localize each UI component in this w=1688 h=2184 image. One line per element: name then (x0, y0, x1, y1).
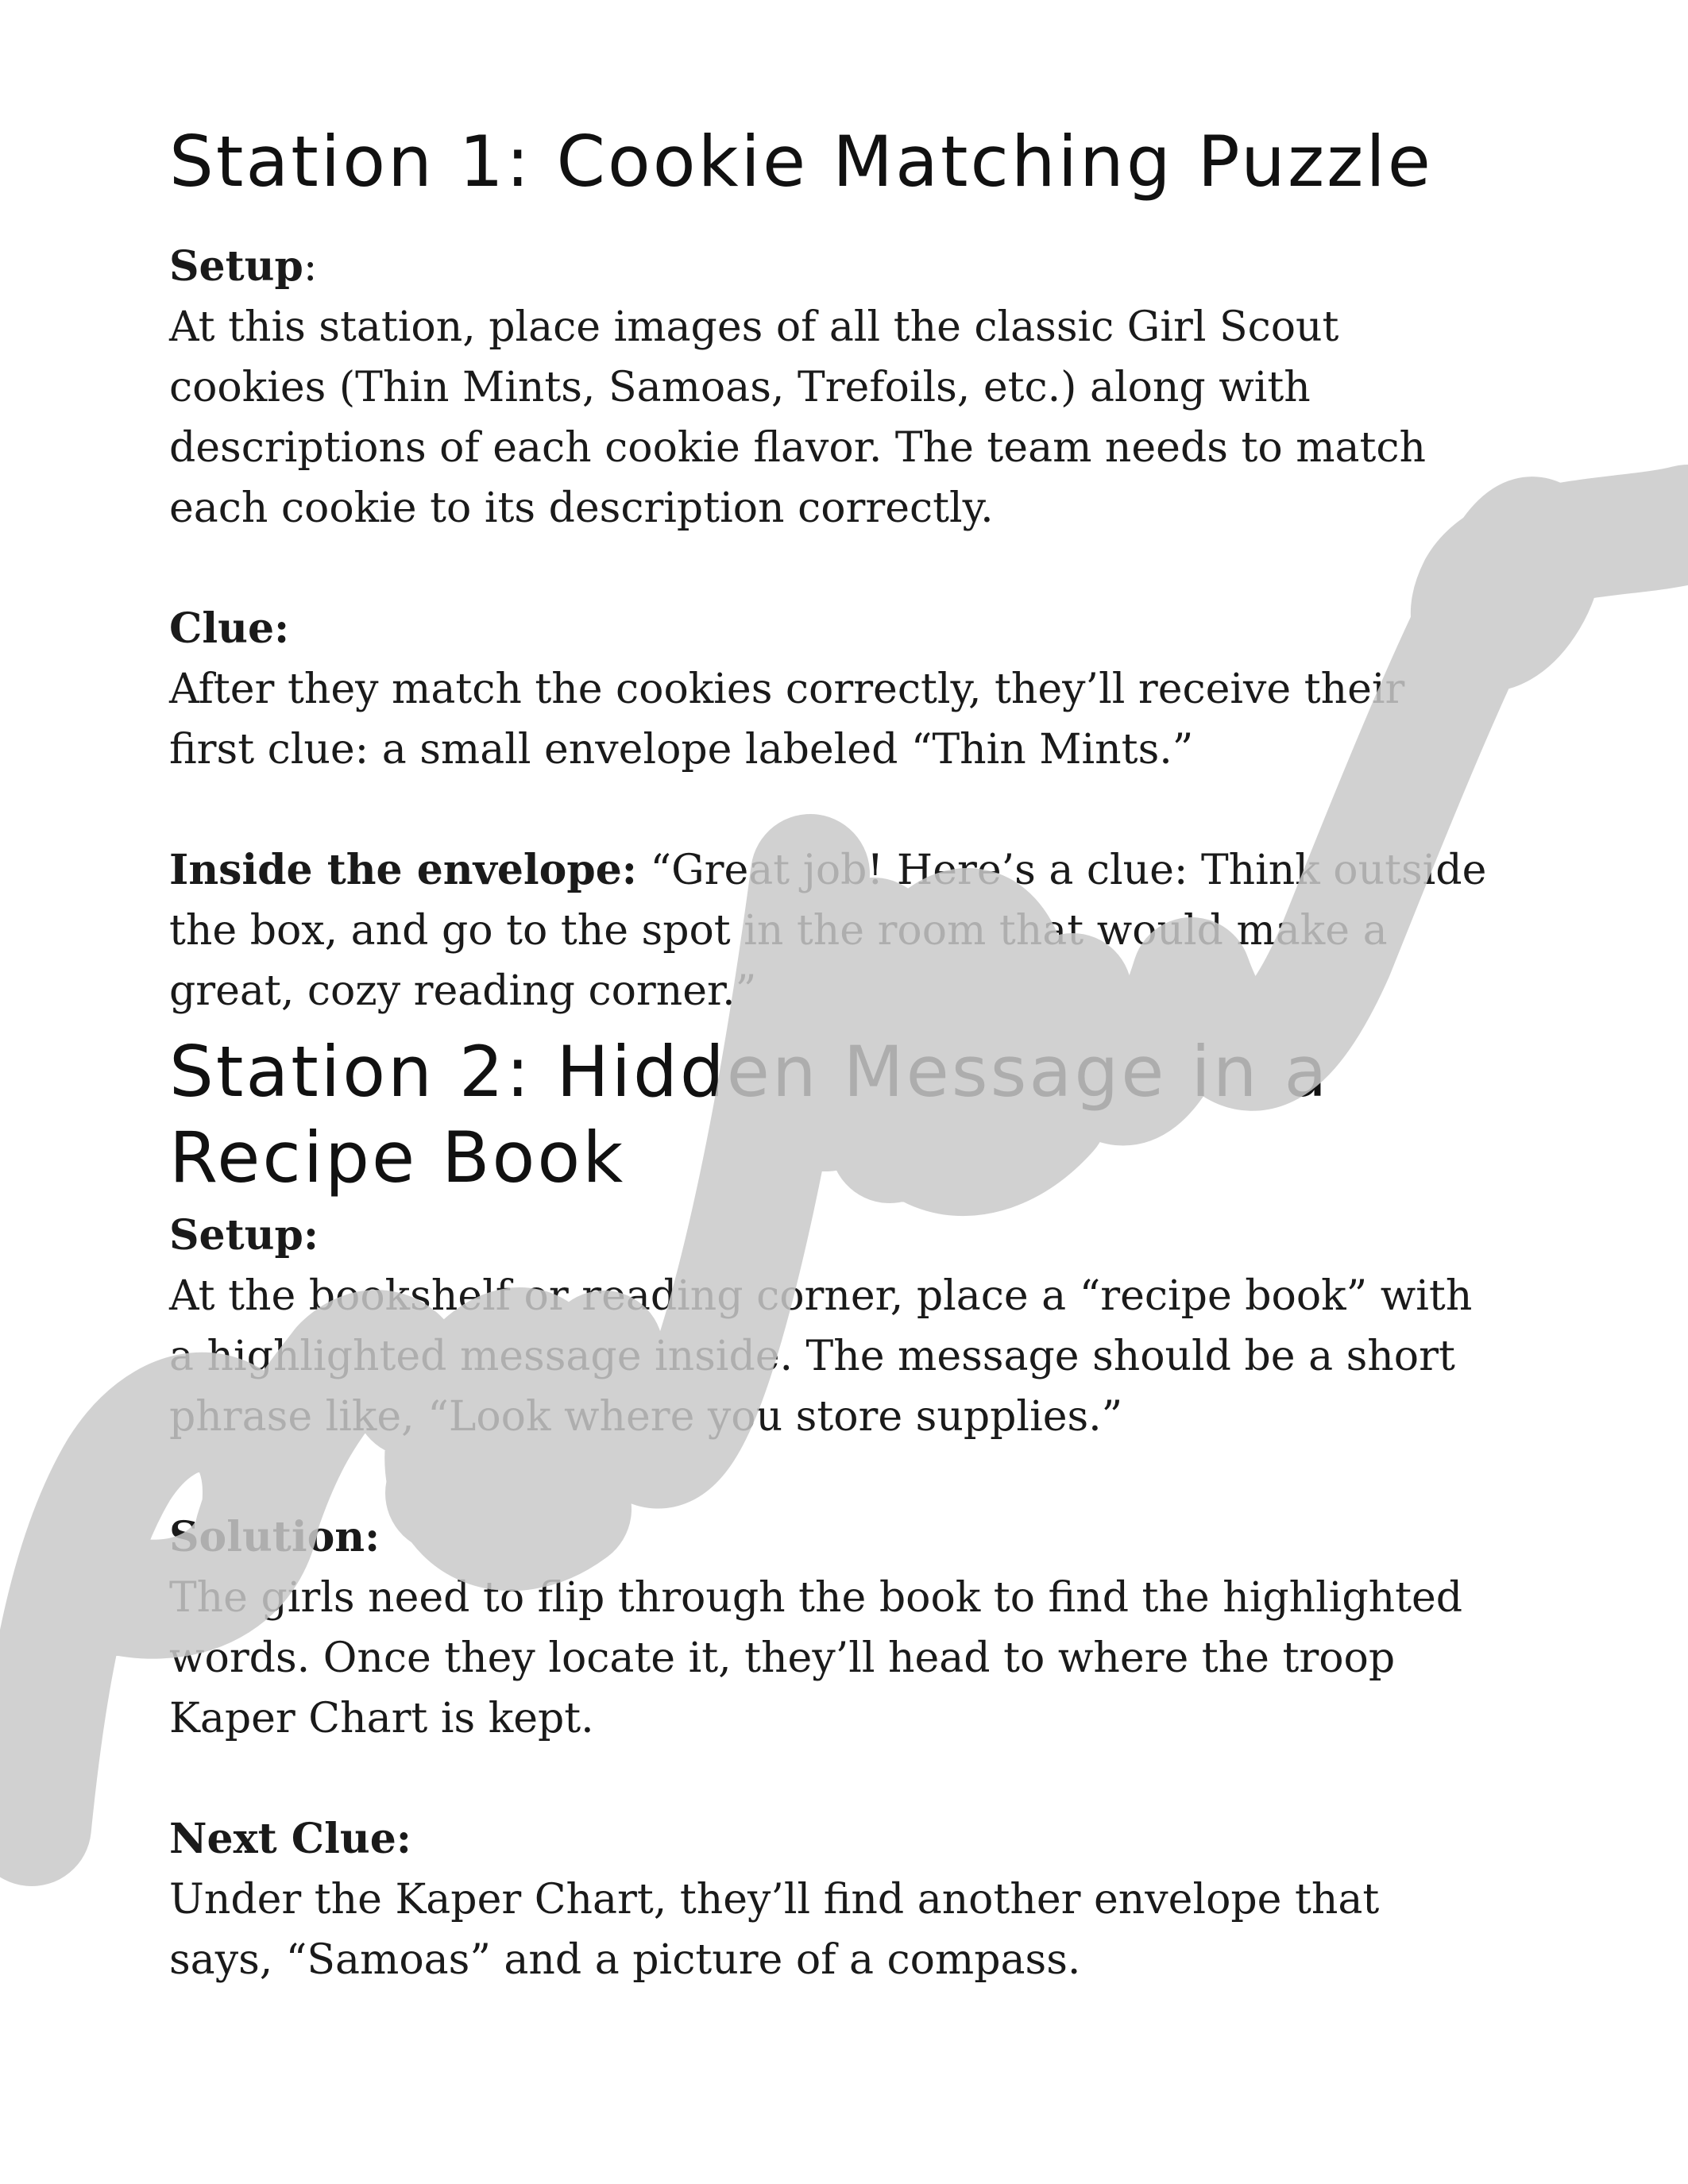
station-1-setup-text: At this station, place images of all the classic Girl Scout cookies (Thin Mints, Samoas, Trefoils, etc.) along with descriptions of each cookie flavor. The team needs to match each cookie to its description correctly. (169, 303, 1427, 532)
station-1-clue (169, 599, 1488, 780)
station-1-title: Station 1: Cookie Matching Puzzle (169, 121, 1433, 203)
station-1-setup-colon: : (303, 243, 318, 291)
station-2-setup-text: At the bookshelf or reading corner, place a “recipe book” with a highlighted message inside. The message should be a short phrase like, “Look where you store supplies.” (169, 1272, 1473, 1441)
station-2-solution-text: The girls need to flip through the book to find the highlighted words. Once they locate it, they’ll head to where the troop Kaper Chart is kept. (169, 1574, 1463, 1742)
station-1-clue-text: After they match the cookies correctly, they’ll receive their first clue: a small envelope labeled “Thin Mints.” (169, 666, 1405, 774)
station-1-setup (169, 237, 1488, 538)
station-2-setup (169, 1206, 1488, 1447)
document-content (169, 119, 1488, 1990)
station-1-setup-label: Setup (169, 242, 303, 291)
station-2-solution (169, 1507, 1488, 1749)
station-2-solution-label: Solution: (169, 1513, 380, 1561)
station-2-next-clue-text: Under the Kaper Chart, they’ll find another envelope that says, “Samoas” and a picture of a compass. (169, 1876, 1380, 1984)
station-2-title: Station 2: Hidden Message in a Recipe Book (169, 1031, 1330, 1198)
station-1-envelope (169, 840, 1488, 1021)
station-1-envelope-label: Inside the envelope: (169, 846, 637, 894)
station-1-clue-label: Clue: (169, 604, 290, 653)
station-2-setup-label: Setup: (169, 1211, 319, 1260)
station-2-next-clue (169, 1809, 1488, 1990)
station-2-next-clue-label: Next Clue: (169, 1815, 411, 1863)
station-1-envelope-text: “Great job! Here’s a clue: Think outside the box, and go to the spot in the room that would make a great, cozy reading corner.” (169, 847, 1487, 1015)
